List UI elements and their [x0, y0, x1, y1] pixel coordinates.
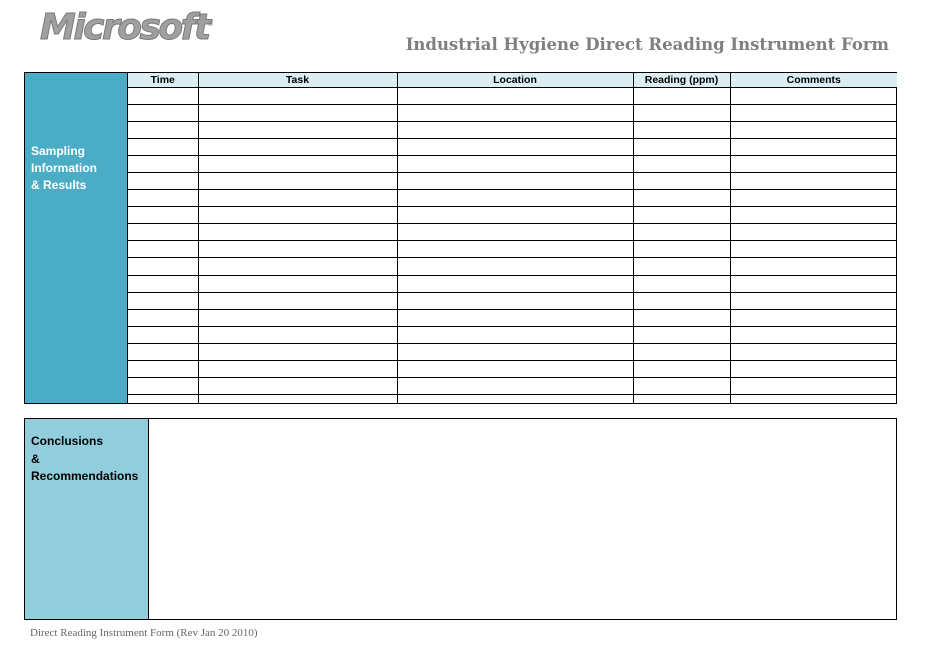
table-row	[128, 105, 897, 122]
table-row	[128, 88, 897, 105]
column-header-comments: Comments	[730, 73, 897, 88]
cell-reading[interactable]	[633, 292, 730, 309]
conclusions-text-area[interactable]	[149, 419, 896, 619]
cell-comments[interactable]	[730, 224, 897, 241]
cell-time[interactable]	[128, 241, 198, 258]
cell-task[interactable]	[198, 139, 397, 156]
cell-comments[interactable]	[730, 292, 897, 309]
sampling-label-cell	[25, 73, 128, 403]
cell-task[interactable]	[198, 207, 397, 224]
cell-location[interactable]	[397, 173, 633, 190]
conclusions-label-cell	[25, 419, 149, 619]
cell-comments[interactable]	[730, 360, 897, 377]
table-row	[128, 377, 897, 394]
table-row	[128, 292, 897, 309]
cell-location[interactable]	[397, 394, 633, 403]
cell-location[interactable]	[397, 190, 633, 207]
cell-task[interactable]	[198, 173, 397, 190]
cell-comments[interactable]	[730, 343, 897, 360]
cell-task[interactable]	[198, 241, 397, 258]
cell-reading[interactable]	[633, 156, 730, 173]
cell-reading[interactable]	[633, 275, 730, 292]
cell-task[interactable]	[198, 275, 397, 292]
cell-reading[interactable]	[633, 122, 730, 139]
cell-comments[interactable]	[730, 173, 897, 190]
cell-location[interactable]	[397, 139, 633, 156]
cell-task[interactable]	[198, 377, 397, 394]
form-title: Industrial Hygiene Direct Reading Instrument Form	[405, 35, 889, 54]
cell-location[interactable]	[397, 258, 633, 275]
cell-comments[interactable]	[730, 156, 897, 173]
cell-comments[interactable]	[730, 326, 897, 343]
cell-comments[interactable]	[730, 190, 897, 207]
cell-time[interactable]	[128, 139, 198, 156]
conclusions-label: Conclusions & Recommendations	[31, 434, 139, 483]
table-row	[128, 139, 897, 156]
cell-comments[interactable]	[730, 122, 897, 139]
table-row	[128, 258, 897, 275]
cell-time[interactable]	[128, 173, 198, 190]
cell-comments[interactable]	[730, 88, 897, 105]
column-header-reading: Reading (ppm)	[633, 73, 730, 88]
table-row	[128, 122, 897, 139]
column-header-time: Time	[128, 73, 198, 88]
cell-location[interactable]	[397, 326, 633, 343]
sampling-section	[24, 72, 897, 404]
cell-comments[interactable]	[730, 377, 897, 394]
cell-location[interactable]	[397, 343, 633, 360]
table-row	[128, 156, 897, 173]
sampling-table	[128, 73, 897, 403]
cell-reading[interactable]	[633, 88, 730, 105]
cell-comments[interactable]	[730, 207, 897, 224]
cell-task[interactable]	[198, 122, 397, 139]
cell-comments[interactable]	[730, 241, 897, 258]
cell-reading[interactable]	[633, 309, 730, 326]
column-header-location: Location	[397, 73, 633, 88]
table-row	[128, 309, 897, 326]
cell-comments[interactable]	[730, 394, 897, 403]
cell-task[interactable]	[198, 105, 397, 122]
table-row	[128, 241, 897, 258]
cell-time[interactable]	[128, 105, 198, 122]
table-row	[128, 275, 897, 292]
cell-reading[interactable]	[633, 190, 730, 207]
cell-comments[interactable]	[730, 309, 897, 326]
cell-time[interactable]	[128, 207, 198, 224]
cell-task[interactable]	[198, 156, 397, 173]
cell-time[interactable]	[128, 122, 198, 139]
table-row	[128, 394, 897, 403]
cell-location[interactable]	[397, 224, 633, 241]
cell-reading[interactable]	[633, 207, 730, 224]
cell-reading[interactable]	[633, 394, 730, 403]
cell-time[interactable]	[128, 88, 198, 105]
cell-task[interactable]	[198, 224, 397, 241]
cell-task[interactable]	[198, 360, 397, 377]
cell-time[interactable]	[128, 326, 198, 343]
cell-task[interactable]	[198, 292, 397, 309]
cell-comments[interactable]	[730, 105, 897, 122]
cell-task[interactable]	[198, 394, 397, 403]
cell-location[interactable]	[397, 105, 633, 122]
cell-task[interactable]	[198, 190, 397, 207]
cell-time[interactable]	[128, 343, 198, 360]
registered-mark: ®	[207, 20, 214, 28]
sampling-label: Sampling Information & Results	[31, 144, 97, 192]
cell-reading[interactable]	[633, 224, 730, 241]
cell-location[interactable]	[397, 156, 633, 173]
cell-time[interactable]	[128, 309, 198, 326]
cell-reading[interactable]	[633, 377, 730, 394]
cell-task[interactable]	[198, 309, 397, 326]
cell-time[interactable]	[128, 360, 198, 377]
cell-task[interactable]	[198, 88, 397, 105]
cell-reading[interactable]	[633, 343, 730, 360]
sampling-table-body	[128, 88, 897, 404]
cell-time[interactable]	[128, 292, 198, 309]
cell-location[interactable]	[397, 377, 633, 394]
cell-location[interactable]	[397, 309, 633, 326]
cell-comments[interactable]	[730, 139, 897, 156]
table-row	[128, 224, 897, 241]
microsoft-logo: Microsoft	[40, 7, 209, 48]
cell-location[interactable]	[397, 360, 633, 377]
table-row	[128, 190, 897, 207]
column-header-task: Task	[198, 73, 397, 88]
cell-reading[interactable]	[633, 173, 730, 190]
conclusions-section	[24, 418, 897, 620]
cell-time[interactable]	[128, 190, 198, 207]
cell-time[interactable]	[128, 224, 198, 241]
table-row	[128, 173, 897, 190]
cell-location[interactable]	[397, 275, 633, 292]
cell-task[interactable]	[198, 343, 397, 360]
cell-task[interactable]	[198, 326, 397, 343]
cell-location[interactable]	[397, 207, 633, 224]
cell-reading[interactable]	[633, 241, 730, 258]
table-row	[128, 326, 897, 343]
cell-location[interactable]	[397, 88, 633, 105]
cell-reading[interactable]	[633, 360, 730, 377]
cell-time[interactable]	[128, 275, 198, 292]
cell-reading[interactable]	[633, 326, 730, 343]
cell-comments[interactable]	[730, 275, 897, 292]
table-header-row	[128, 73, 897, 88]
cell-location[interactable]	[397, 241, 633, 258]
cell-time[interactable]	[128, 258, 198, 275]
table-row	[128, 360, 897, 377]
footer-revision: Direct Reading Instrument Form (Rev Jan 20 2010)	[30, 627, 258, 639]
cell-location[interactable]	[397, 292, 633, 309]
cell-task[interactable]	[198, 258, 397, 275]
cell-reading[interactable]	[633, 258, 730, 275]
table-row	[128, 207, 897, 224]
cell-reading[interactable]	[633, 139, 730, 156]
cell-time[interactable]	[128, 394, 198, 403]
cell-time[interactable]	[128, 156, 198, 173]
cell-reading[interactable]	[633, 105, 730, 122]
cell-location[interactable]	[397, 122, 633, 139]
table-row	[128, 343, 897, 360]
cell-time[interactable]	[128, 377, 198, 394]
cell-comments[interactable]	[730, 258, 897, 275]
